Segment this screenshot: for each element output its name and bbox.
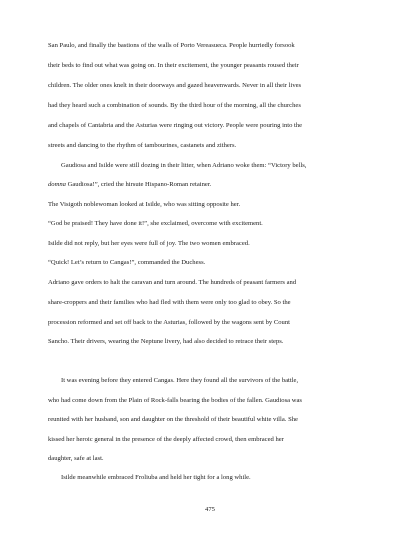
text-line: streets and dancing to the rhythm of tambourines, castanets and zithers. [48, 142, 237, 149]
text-line: children. The older ones knelt in their doorways and gazed heavenwards. Never in all their lives [48, 82, 302, 89]
text-line: It was evening before they entered Cangas. Here they found all the survivors of the battle, [61, 377, 299, 384]
text-line: share-croppers and their families who had fled with them were only too glad to obey. So the [48, 299, 291, 306]
text-line: daughter, safe at last. [48, 455, 104, 462]
text-line: their beds to find out what was going on. In their excitement, the younger peasants roused their [48, 62, 299, 69]
text-line: domna Gaudiosa!”, cried the hirsute Hispano-Roman retainer. [48, 181, 212, 188]
text-line: reunited with her husband, son and daughter on the threshold of their beautiful white villa. She [48, 416, 298, 423]
text-line: San Paulo, and finally the bastions of the walls of Porto Vereasueca. People hurriedly forsook [48, 42, 295, 49]
text-line: The Visigoth noblewoman looked at Isilde, who was sitting opposite her. [48, 201, 241, 208]
text-line: and chapels of Cantabria and the Asturias were ringing out victory. People were pouring into the [48, 122, 303, 129]
text-line: who had come down from the Plain of Rock-falls bearing the bodies of the fallen. Gaudiosa was [48, 397, 302, 404]
text-line: Isilde meanwhile embraced Froliuba and held her tight for a long while. [61, 474, 251, 481]
text-line: “Quick! Let’s return to Cangas!”, commanded the Duchess. [48, 259, 206, 266]
text-line: procession reformed and set off back to the Asturias, followed by the wagons sent by Count [48, 319, 290, 326]
page-number: 475 [205, 506, 215, 513]
italic-word: domna [48, 181, 66, 188]
text-line: Isilde did not reply, but her eyes were full of joy. The two women embraced. [48, 240, 250, 247]
text-line: kissed her heroic general in the presence of the deeply affected crowd, then embraced her [48, 436, 284, 443]
text-line: had they heard such a combination of sounds. By the third hour of the morning, all the churches [48, 102, 301, 109]
text-line: Sancho. Their drivers, wearing the Neptune livery, had also decided to retrace their steps. [48, 338, 284, 345]
text-line: Gaudiosa and Isilde were still dozing in their litter, when Adriano woke them: “Victory bells, [61, 162, 307, 169]
text-line: “God be praised! They have done it!”, she exclaimed, overcome with excitement. [48, 220, 263, 227]
text-line: Adriano gave orders to halt the caravan and turn around. The hundreds of peasant farmers and [48, 279, 297, 286]
